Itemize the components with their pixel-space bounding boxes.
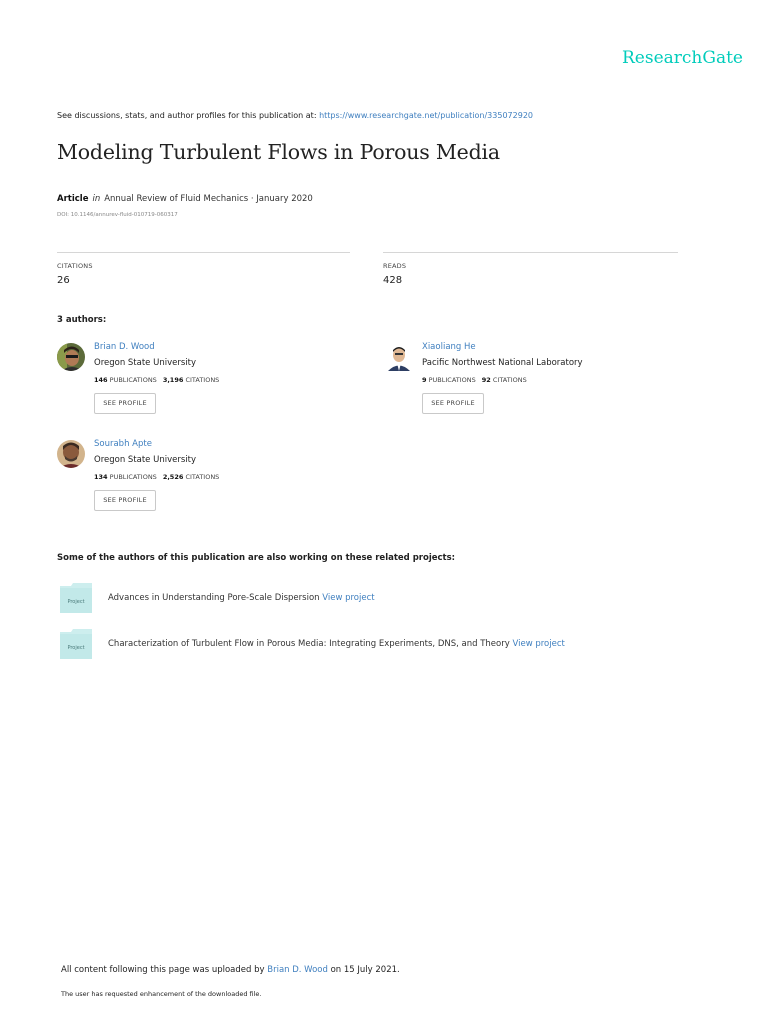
author-institution: Oregon State University bbox=[94, 358, 196, 368]
author-institution: Oregon State University bbox=[94, 455, 196, 465]
author-stats bbox=[94, 376, 219, 384]
enhancement-note: The user has requested enhancement of the downloaded file. bbox=[61, 990, 262, 998]
publication-meta bbox=[57, 194, 313, 204]
reads-label: READS bbox=[383, 262, 407, 270]
discussion-prefix: See discussions, stats, and author profiles for this publication at: bbox=[57, 111, 320, 120]
project-item bbox=[60, 583, 660, 613]
in-word: in bbox=[92, 194, 101, 204]
view-project-link[interactable]: View project bbox=[512, 639, 565, 649]
citations-label: CITATIONS bbox=[185, 473, 220, 481]
citations-divider bbox=[57, 252, 350, 253]
author-citation-count: 92 bbox=[481, 376, 491, 384]
publications-label: PUBLICATIONS bbox=[428, 376, 476, 384]
publication-title: Modeling Turbulent Flows in Porous Media bbox=[57, 140, 500, 164]
researchgate-logo[interactable]: ResearchGate bbox=[622, 48, 743, 68]
author-publication-count: 134 bbox=[94, 473, 108, 481]
citations-count: 26 bbox=[57, 275, 70, 286]
author-stats bbox=[94, 473, 219, 481]
authors-heading: 3 authors: bbox=[57, 315, 107, 325]
citations-label: CITATIONS bbox=[185, 376, 220, 384]
author-name-link[interactable]: Xiaoliang He bbox=[422, 342, 476, 352]
see-profile-button[interactable]: SEE PROFILE bbox=[94, 393, 156, 414]
reads-count: 428 bbox=[383, 275, 403, 286]
reads-divider bbox=[383, 252, 678, 253]
author-name-link[interactable]: Brian D. Wood bbox=[94, 342, 155, 352]
project-text bbox=[108, 639, 565, 649]
upload-prefix: All content following this page was uploaded by bbox=[61, 965, 268, 975]
author-avatar[interactable] bbox=[57, 440, 85, 468]
see-profile-button[interactable]: SEE PROFILE bbox=[94, 490, 156, 511]
publication-url-link[interactable]: https://www.researchgate.net/publication/335072920 bbox=[319, 111, 533, 120]
project-title: Advances in Understanding Pore-Scale Dispersion bbox=[108, 593, 320, 603]
author-avatar[interactable] bbox=[385, 343, 413, 371]
author-citation-count: 2,526 bbox=[162, 473, 184, 481]
uploader-link[interactable]: Brian D. Wood bbox=[267, 965, 328, 975]
publications-label: PUBLICATIONS bbox=[109, 473, 157, 481]
upload-note bbox=[61, 965, 400, 975]
author-avatar[interactable] bbox=[57, 343, 85, 371]
author-institution: Pacific Northwest National Laboratory bbox=[422, 358, 583, 368]
project-icon-label: Project bbox=[67, 599, 85, 605]
discussion-line bbox=[57, 111, 533, 120]
project-text bbox=[108, 593, 375, 603]
project-folder-icon[interactable] bbox=[60, 629, 92, 659]
author-publication-count: 9 bbox=[422, 376, 427, 384]
doi: DOI: 10.1146/annurev-fluid-010719-060317 bbox=[57, 212, 178, 218]
related-projects-heading: Some of the authors of this publication are also working on these related projects: bbox=[57, 553, 456, 563]
publication-type: Article bbox=[57, 194, 89, 204]
view-project-link[interactable]: View project bbox=[322, 593, 375, 603]
author-publication-count: 146 bbox=[94, 376, 108, 384]
citations-label: CITATIONS bbox=[492, 376, 527, 384]
citations-label: CITATIONS bbox=[57, 262, 93, 270]
author-stats bbox=[422, 376, 527, 384]
author-citation-count: 3,196 bbox=[162, 376, 184, 384]
author-name-link[interactable]: Sourabh Apte bbox=[94, 439, 152, 449]
project-folder-icon[interactable] bbox=[60, 583, 92, 613]
project-item bbox=[60, 629, 660, 659]
upload-suffix: on 15 July 2021. bbox=[327, 965, 400, 975]
project-icon-label: Project bbox=[67, 645, 85, 651]
publications-label: PUBLICATIONS bbox=[109, 376, 157, 384]
project-title: Characterization of Turbulent Flow in Porous Media: Integrating Experiments, DNS, and Theory bbox=[108, 639, 510, 649]
see-profile-button[interactable]: SEE PROFILE bbox=[422, 393, 484, 414]
journal-name: Annual Review of Fluid Mechanics · January 2020 bbox=[104, 194, 313, 204]
